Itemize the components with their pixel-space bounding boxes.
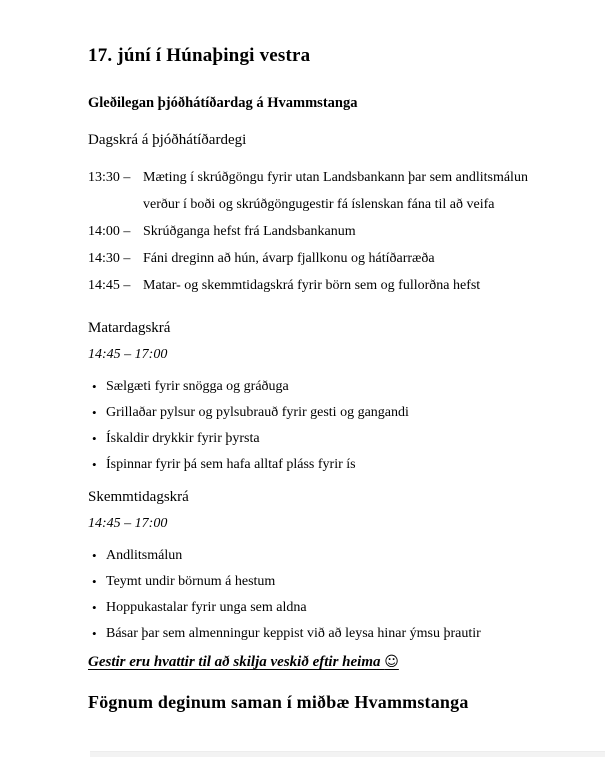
list-item: • Ískaldir drykkir fyrir þyrsta — [92, 426, 535, 452]
schedule-time: 14:45 – — [88, 278, 131, 293]
list-item: • Sælgæti fyrir snögga og gráðuga — [92, 374, 535, 400]
schedule-item — [88, 164, 535, 218]
greeting-subtitle: Gleðilegan þjóðhátíðardag á Hvammstanga — [88, 95, 358, 111]
schedule-time: 13:30 – — [88, 170, 131, 185]
schedule-item — [88, 245, 535, 272]
wallet-note-text: Gestir eru hvattir til að skilja veskið eftir heima — [88, 654, 385, 670]
schedule-time: 14:00 – — [88, 224, 131, 239]
list-item: • Teymt undir börnum á hestum — [92, 569, 535, 595]
schedule-time: 14:30 – — [88, 251, 131, 266]
list-item: • Andlitsmálun — [92, 543, 535, 569]
entertainment-section — [88, 487, 535, 647]
smiley-icon: ☺ — [384, 654, 399, 670]
list-item: • Hoppukastalar fyrir unga sem aldna — [92, 595, 535, 621]
schedule-list — [88, 164, 535, 299]
next-page-edge — [90, 751, 605, 757]
schedule-item — [88, 272, 535, 299]
food-section — [88, 318, 535, 478]
schedule-text: Mæting í skrúðgöngu fyrir utan Landsbankann þar sem andlitsmálun verður í boði og skrúðgöngugestir fá íslenskan fána til að veifa — [143, 170, 528, 212]
list-item: • Grillaðar pylsur og pylsubrauð fyrir gesti og gangandi — [92, 400, 535, 426]
entertainment-list — [88, 543, 535, 647]
schedule-text: Skrúðganga hefst frá Landsbankanum — [143, 224, 356, 239]
schedule-item — [88, 218, 535, 245]
entertainment-section-heading: Skemmtidagskrá — [88, 489, 189, 505]
entertainment-section-time-range: 14:45 – 17:00 — [88, 516, 168, 531]
wallet-note — [88, 652, 535, 672]
document-title: 17. júní í Húnaþingi vestra — [88, 45, 311, 66]
food-list — [88, 374, 535, 478]
food-section-time-range: 14:45 – 17:00 — [88, 347, 168, 362]
schedule-text: Matar- og skemmtidagskrá fyrir börn sem og fullorðna hefst — [143, 278, 481, 293]
program-heading: Dagskrá á þjóðhátíðardegi — [88, 132, 247, 148]
schedule-text: Fáni dreginn að hún, ávarp fjallkonu og hátíðarræða — [143, 251, 435, 266]
list-item: • Básar þar sem almenningur keppist við að leysa hinar ýmsu þrautir — [92, 621, 535, 647]
food-section-heading: Matardagskrá — [88, 320, 171, 336]
closing-headline: Fögnum deginum saman í miðbæ Hvammstanga — [88, 692, 469, 712]
list-item: • Íspinnar fyrir þá sem hafa alltaf pláss fyrir ís — [92, 452, 535, 478]
